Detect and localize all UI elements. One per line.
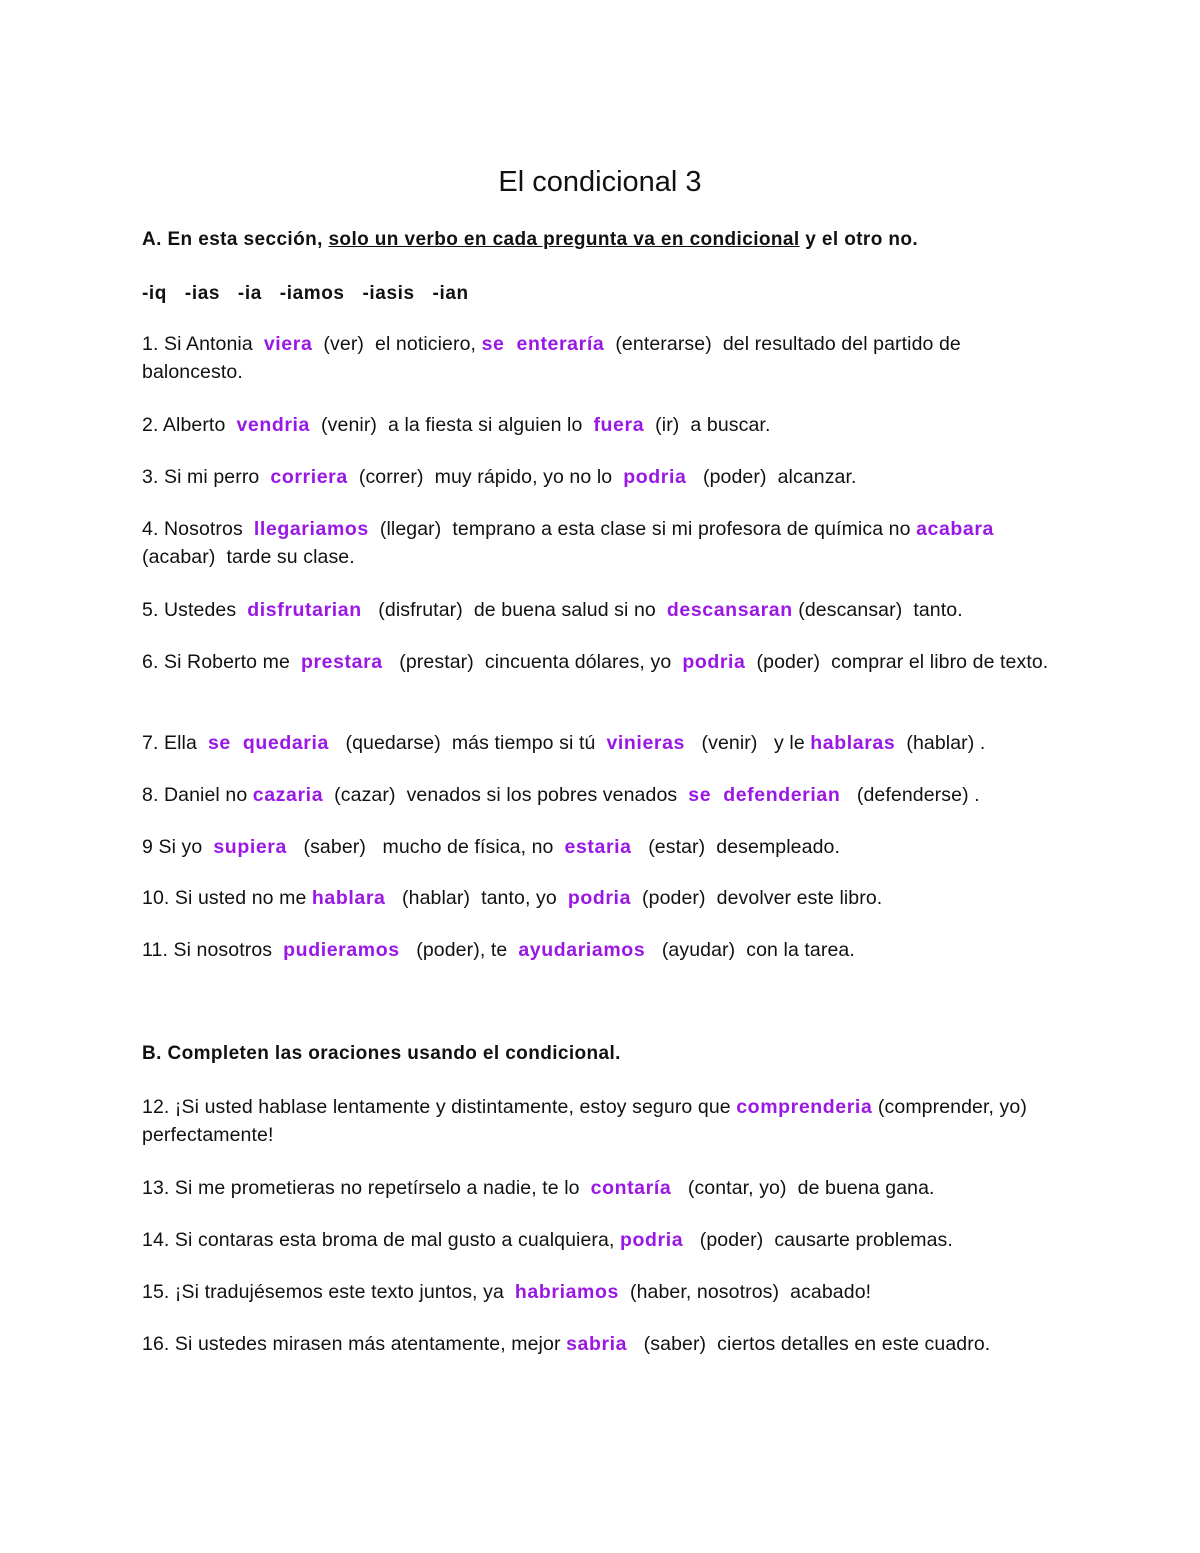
question-text: (contar, yo) de buena gana. — [671, 1177, 935, 1199]
answer-verb: contaría — [590, 1177, 672, 1199]
question-4 — [142, 515, 1062, 571]
question-text: (disfrutar) de buena salud si no — [361, 599, 667, 621]
question-text: (estar) desempleado. — [631, 836, 840, 858]
question-text: 6. Si Roberto me — [142, 651, 301, 673]
question-text: (defenderse) . — [840, 784, 980, 806]
answer-verb: sabria — [566, 1333, 628, 1355]
question-text: (comprender, yo) perfectamente! — [142, 1096, 1033, 1146]
question-text: 1. Si Antonia — [142, 333, 264, 355]
question-text: (ir) a buscar. — [644, 414, 771, 436]
answer-verb: acabara — [916, 518, 995, 540]
question-8 — [142, 781, 1062, 809]
question-text: (saber) mucho de física, no — [286, 836, 565, 858]
section-a-heading-start: A. En esta sección, — [142, 229, 329, 250]
question-text: 2. Alberto — [142, 414, 237, 436]
question-16 — [142, 1330, 1062, 1358]
answer-verb: hablara — [311, 887, 386, 909]
question-text: 5. Ustedes — [142, 599, 248, 621]
question-13 — [142, 1174, 1062, 1202]
question-text: (poder) alcanzar. — [686, 466, 857, 488]
question-5 — [142, 596, 1062, 624]
question-text: (hablar) tanto, yo — [385, 887, 568, 909]
question-15 — [142, 1278, 1062, 1306]
question-text: (llegar) temprano a esta clase si mi profesora de química no — [368, 518, 917, 540]
answer-verb: hablaras — [810, 732, 896, 754]
answer-verb: se enteraría — [481, 333, 605, 355]
answer-verb: corriera — [270, 466, 348, 488]
question-text: (poder) causarte problemas. — [683, 1229, 953, 1251]
question-text: (saber) ciertos detalles en este cuadro. — [627, 1333, 991, 1355]
question-text: (poder) devolver este libro. — [631, 887, 883, 909]
question-text: 16. Si ustedes mirasen más atentamente, mejor — [142, 1333, 567, 1355]
question-text: (venir) y le — [684, 732, 811, 754]
answer-verb: viera — [263, 333, 313, 355]
question-text: 14. Si contaras esta broma de mal gusto a cualquiera, — [142, 1229, 620, 1251]
question-14 — [142, 1226, 1062, 1254]
question-text: 13. Si me prometieras no repetírselo a nadie, te lo — [142, 1177, 591, 1199]
section-b-heading: B. Completen las oraciones usando el condicional. — [142, 1043, 621, 1064]
question-text: 7. Ella — [142, 732, 208, 754]
question-text: (ver) el noticiero, — [312, 333, 482, 355]
answer-verb: vendria — [236, 414, 311, 436]
question-3 — [142, 463, 1062, 491]
question-9 — [142, 833, 1062, 861]
question-text: 4. Nosotros — [142, 518, 254, 540]
question-text: (ayudar) con la tarea. — [645, 939, 855, 961]
answer-verb: pudieramos — [283, 939, 400, 961]
question-7 — [142, 729, 1062, 757]
answer-verb: cazaria — [252, 784, 324, 806]
question-text: 10. Si usted no me — [142, 887, 312, 909]
answer-verb: habriamos — [514, 1281, 619, 1303]
answer-verb: podria — [620, 1229, 684, 1251]
question-2 — [142, 411, 1062, 439]
question-text: (venir) a la fiesta si alguien lo — [310, 414, 594, 436]
question-text: 9 Si yo — [142, 836, 214, 858]
answer-verb: podria — [623, 466, 687, 488]
question-text: (poder), te — [399, 939, 519, 961]
document-title: El condicional 3 — [498, 166, 702, 198]
question-text: (haber, nosotros) acabado! — [618, 1281, 872, 1303]
question-text: 11. Si nosotros — [142, 939, 284, 961]
answer-verb: se quedaria — [207, 732, 329, 754]
section-a-heading — [142, 226, 1062, 254]
question-text: 15. ¡Si tradujésemos este texto juntos, ya — [142, 1281, 515, 1303]
answer-verb: descansaran — [666, 599, 793, 621]
conditional-endings: -iq -ias -ia -iamos -iasis -ian — [142, 283, 469, 304]
answer-verb: vinieras — [606, 732, 685, 754]
answer-verb: se defenderian — [688, 784, 841, 806]
question-text: (hablar) . — [895, 732, 986, 754]
question-6 — [142, 648, 1062, 676]
section-a-heading-underlined: solo un verbo en cada pregunta va en condicional — [328, 229, 800, 250]
answer-verb: disfrutarian — [247, 599, 362, 621]
answer-verb: fuera — [593, 414, 645, 436]
answer-verb: llegariamos — [253, 518, 369, 540]
answer-verb: prestara — [300, 651, 383, 673]
question-text: (cazar) venados si los pobres venados — [323, 784, 689, 806]
answer-verb: comprenderia — [736, 1096, 873, 1118]
answer-verb: podria — [567, 887, 632, 909]
answer-verb: podria — [682, 651, 746, 673]
question-text: (correr) muy rápido, yo no lo — [347, 466, 624, 488]
question-1 — [142, 330, 1062, 386]
answer-verb: estaria — [564, 836, 632, 858]
answer-verb: ayudariamos — [518, 939, 646, 961]
answer-verb: supiera — [213, 836, 287, 858]
question-text: (descansar) tanto. — [792, 599, 963, 621]
question-12 — [142, 1093, 1062, 1149]
question-text: (quedarse) más tiempo si tú — [328, 732, 607, 754]
question-11 — [142, 936, 1062, 964]
question-text: (enterarse) del resultado del partido de baloncesto. — [142, 333, 967, 383]
question-text: (poder) comprar el libro de texto. — [745, 651, 1049, 673]
question-text: 8. Daniel no — [142, 784, 253, 806]
question-text: (prestar) cincuenta dólares, yo — [382, 651, 683, 673]
question-text: (acabar) tarde su clase. — [142, 518, 1006, 568]
question-text: 12. ¡Si usted hablase lentamente y distintamente, estoy seguro que — [142, 1096, 737, 1118]
question-text: 3. Si mi perro — [142, 466, 271, 488]
section-a-heading-end: y el otro no. — [799, 229, 919, 250]
question-10 — [142, 884, 1062, 912]
